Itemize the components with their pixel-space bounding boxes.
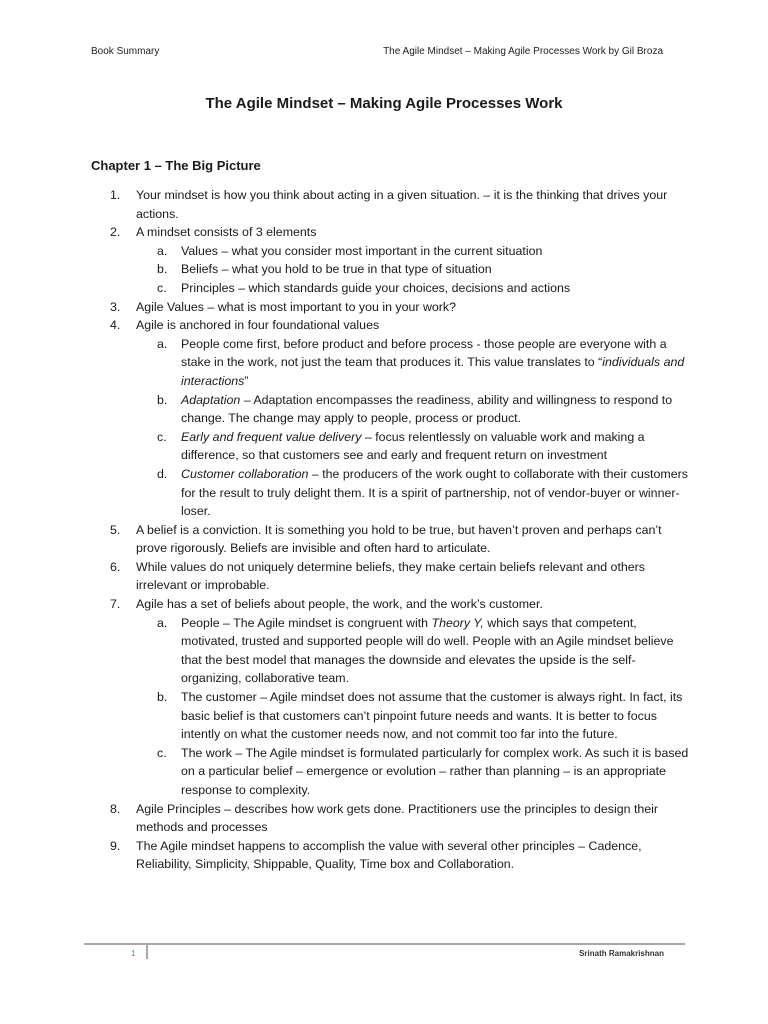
sub-list-item — [91, 744, 691, 800]
item-text: People come first, before product and before process - those people are everyone with a stake in the work, not just the team that produces it. This value translates to “ — [181, 336, 667, 370]
item-text: Agile is anchored in four foundational values — [136, 318, 380, 333]
item-letter: b. — [157, 392, 168, 407]
item-number: 2. — [110, 225, 121, 240]
item-text-end: ” — [244, 373, 249, 388]
footer-tick — [146, 944, 148, 959]
item-number: 8. — [110, 801, 121, 816]
item-text: A belief is a conviction. It is something you hold to be true, but haven’t proven and perhaps can’t prove rigorously. Beliefs are invisible and often hard to articulate. — [136, 522, 662, 556]
item-text: The customer – Agile mindset does not assume that the customer is always right. In fact, its basic belief is that customers can’t pinpoint future needs and wants. It is better to focus intently on what the customer needs now, and not commit too far into the future. — [181, 690, 683, 742]
item-text: Your mindset is how you think about acting in a given situation. – it is the thinking that drives your actions. — [136, 188, 668, 221]
page-number: 1 — [131, 949, 136, 958]
item-text-end: – Adaptation encompasses the readiness, ability and willingness to respond to change. The change may apply to people, process or product. — [181, 392, 673, 426]
list-item — [91, 223, 691, 242]
item-number: 3. — [110, 299, 121, 314]
item-text-end: – the producers of the work ought to collaborate with their customers for the result to truly delight them. It is a spirit of partnership, not of vendor-buyer or winner-loser. — [181, 466, 688, 519]
header-right: The Agile Mindset – Making Agile Processes Work by Gil Broza — [383, 46, 663, 57]
footer-author: Srinath Ramakrishnan — [579, 949, 664, 958]
summary-list — [91, 186, 691, 874]
item-letter: b. — [157, 262, 168, 277]
list-item — [91, 800, 691, 837]
item-text: Agile Values – what is most important to you in your work? — [136, 299, 457, 314]
footer-divider — [84, 943, 685, 945]
item-number: 9. — [110, 838, 121, 853]
item-emphasis: Early and frequent value delivery — [181, 429, 362, 444]
item-text: The Agile mindset happens to accomplish the value with several other principles – Cadence, Reliability, Simplicity, Shippable, Quality, Time box and Collaboration. — [136, 838, 642, 872]
item-letter: c. — [157, 280, 167, 295]
item-emphasis: Adaptation — [181, 392, 241, 407]
item-letter: a. — [157, 243, 168, 258]
item-text-end: which says that competent, motivated, trusted and supported people will do well. People with an Agile mindset believe that the best model that manages the downside and elevates the upside is the self-organizing, collaborative team. — [181, 615, 674, 686]
sub-list-item — [91, 614, 691, 688]
sub-list-item — [91, 279, 691, 298]
item-text: People – The Agile mindset is congruent with — [181, 615, 432, 630]
item-text: While values do not uniquely determine beliefs, they make certain beliefs relevant and others irrelevant or improbable. — [136, 559, 645, 593]
item-text: The work – The Agile mindset is formulated particularly for complex work. As such it is based on a particular belief – emergence or evolution – rather than planning – is an appropriate response to complexity. — [181, 745, 689, 797]
sub-list-item — [91, 335, 691, 391]
sub-list-item — [91, 688, 691, 744]
item-text-end: – focus relentlessly on valuable work and making a difference, so that customers see and early and frequent return on investment — [181, 429, 645, 463]
header-left: Book Summary — [91, 46, 160, 57]
sub-list-item — [91, 391, 691, 428]
item-number: 4. — [110, 318, 121, 333]
item-text: Beliefs – what you hold to be true in that type of situation — [181, 262, 492, 277]
item-text: A mindset consists of 3 elements — [136, 225, 317, 240]
list-item — [91, 837, 691, 874]
list-item — [91, 521, 691, 558]
item-letter: c. — [157, 745, 167, 760]
item-letter: b. — [157, 690, 168, 705]
list-item — [91, 595, 691, 614]
item-number: 6. — [110, 559, 121, 574]
chapter-heading: Chapter 1 – The Big Picture — [91, 158, 261, 173]
item-text: Agile has a set of beliefs about people, the work, and the work’s customer. — [136, 597, 543, 612]
document-title: The Agile Mindset – Making Agile Processes Work — [205, 95, 563, 112]
item-letter: a. — [157, 615, 168, 630]
sub-list-item — [91, 465, 691, 521]
item-emphasis: individuals and interactions — [181, 355, 685, 388]
item-letter: d. — [157, 466, 168, 481]
list-item — [91, 558, 691, 595]
list-item — [91, 316, 691, 335]
sub-list-item — [91, 242, 691, 261]
item-emphasis: Customer collaboration — [181, 466, 309, 481]
list-item — [91, 298, 691, 317]
item-emphasis: Theory Y, — [431, 615, 484, 630]
item-number: 7. — [110, 597, 121, 612]
page-header — [91, 46, 663, 57]
sub-list-item — [91, 260, 691, 279]
sub-list-item — [91, 428, 691, 465]
item-text: Values – what you consider most important in the current situation — [181, 243, 543, 258]
item-letter: a. — [157, 336, 168, 351]
item-letter: c. — [157, 429, 167, 444]
item-text: Agile Principles – describes how work gets done. Practitioners use the principles to design their methods and processes — [136, 801, 659, 835]
item-number: 1. — [110, 188, 121, 202]
list-item — [91, 186, 691, 223]
item-text: Principles – which standards guide your choices, decisions and actions — [181, 280, 571, 295]
item-number: 5. — [110, 522, 121, 537]
